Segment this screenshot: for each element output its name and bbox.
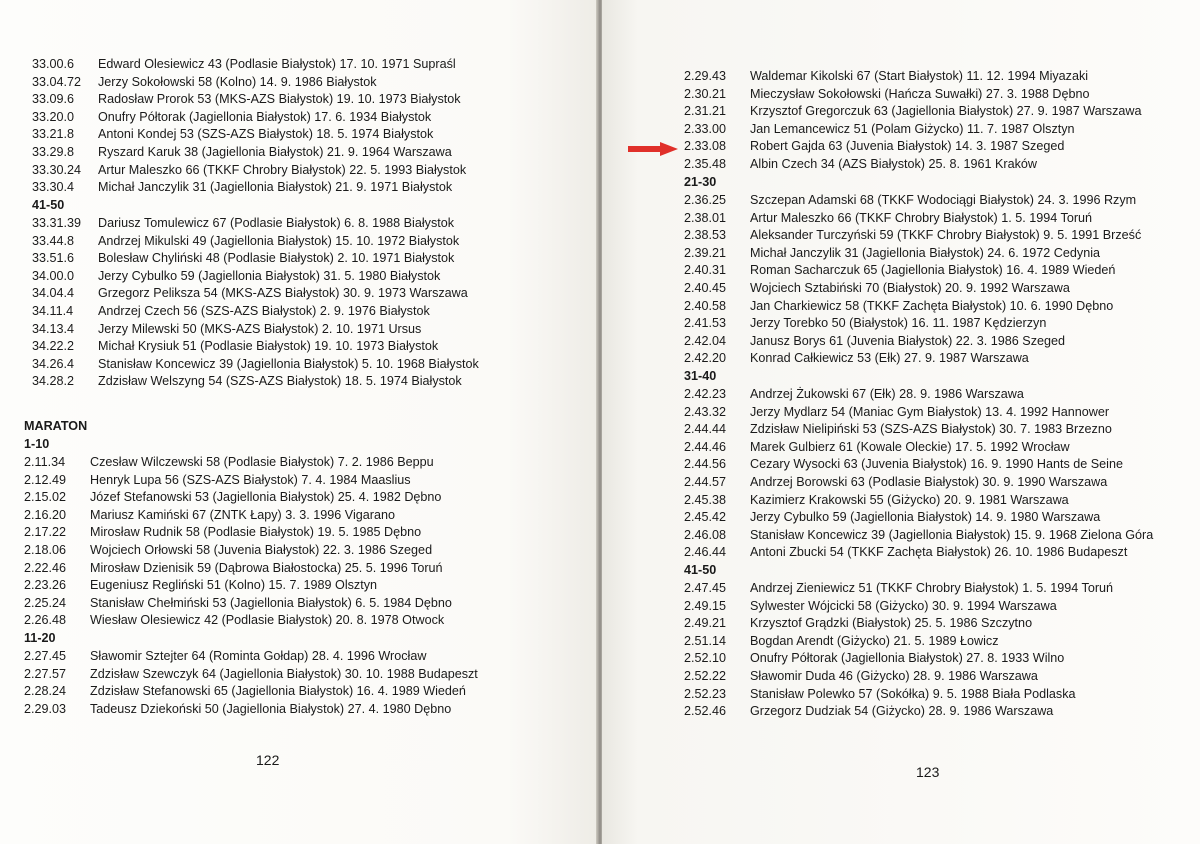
result-entry: Michał Janczylik 31 (Jagiellonia Białystok) 24. 6. 1972 Cedynia bbox=[750, 245, 1101, 260]
right-31-40-list bbox=[684, 386, 1153, 562]
result-time: 2.44.56 bbox=[684, 457, 727, 472]
result-time: 2.38.01 bbox=[684, 210, 727, 225]
result-time: 2.51.14 bbox=[684, 633, 727, 648]
result-time: 2.43.32 bbox=[684, 404, 727, 419]
result-row bbox=[24, 648, 478, 666]
result-entry: Radosław Prorok 53 (MKS-AZS Białystok) 19. 10. 1973 Białystok bbox=[98, 92, 461, 107]
result-entry: Stanisław Koncewicz 39 (Jagiellonia Białystok) 15. 9. 1968 Zielona Góra bbox=[750, 527, 1154, 542]
result-entry: Grzegorz Peliksza 54 (MKS-AZS Białystok) 30. 9. 1973 Warszawa bbox=[98, 286, 468, 301]
result-entry: Jan Lemancewicz 51 (Polam Giżycko) 11. 7. 1987 Olsztyn bbox=[750, 121, 1075, 136]
result-time: 2.23.26 bbox=[24, 578, 67, 593]
result-entry: Artur Maleszko 66 (TKKF Chrobry Białystok) 22. 5. 1993 Białystok bbox=[98, 162, 467, 177]
result-time: 2.44.46 bbox=[684, 439, 727, 454]
result-time: 33.20.0 bbox=[32, 109, 75, 124]
result-row bbox=[24, 595, 452, 613]
result-entry: Bolesław Chyliński 48 (Podlasie Białystok) 2. 10. 1971 Białystok bbox=[98, 251, 455, 266]
result-row bbox=[684, 138, 1142, 156]
result-row bbox=[684, 280, 1141, 298]
result-row bbox=[684, 439, 1153, 457]
result-time: 2.38.53 bbox=[684, 228, 727, 243]
result-entry: Henryk Lupa 56 (SZS-AZS Białystok) 7. 4. 1984 Maaslius bbox=[90, 472, 411, 487]
result-row bbox=[684, 544, 1153, 562]
result-entry: Albin Czech 34 (AZS Białystok) 25. 8. 1961 Kraków bbox=[750, 156, 1037, 171]
result-row bbox=[24, 612, 452, 630]
result-time: 2.45.42 bbox=[684, 510, 727, 525]
result-time: 2.44.57 bbox=[684, 474, 727, 489]
result-entry: Andrzej Borowski 63 (Podlasie Białystok) 30. 9. 1990 Warszawa bbox=[750, 474, 1108, 489]
result-entry: Stanisław Chełmiński 53 (Jagiellonia Białystok) 6. 5. 1984 Dębno bbox=[90, 595, 452, 610]
result-entry: Onufry Półtorak (Jagiellonia Białystok) 17. 6. 1934 Białystok bbox=[98, 109, 432, 124]
result-row bbox=[684, 703, 1113, 721]
section-heading-41-50-right: 41-50 bbox=[684, 563, 717, 577]
result-entry: Stanisław Polewko 57 (Sokółka) 9. 5. 1988 Biała Podlaska bbox=[750, 686, 1076, 701]
right-21-30-list bbox=[684, 192, 1141, 368]
result-row bbox=[24, 489, 452, 507]
result-row bbox=[24, 507, 452, 525]
result-time: 34.04.4 bbox=[32, 286, 75, 301]
result-entry: Zdzisław Szewczyk 64 (Jagiellonia Białystok) 30. 10. 1988 Budapeszt bbox=[90, 666, 478, 681]
result-row bbox=[32, 56, 466, 74]
result-row bbox=[24, 472, 452, 490]
result-entry: Robert Gajda 63 (Juvenia Białystok) 14. 3. 1987 Szeged bbox=[750, 139, 1065, 154]
result-entry: Michał Janczylik 31 (Jagiellonia Białystok) 21. 9. 1971 Białystok bbox=[98, 180, 453, 195]
result-entry: Wojciech Sztabiński 70 (Białystok) 20. 9. 1992 Warszawa bbox=[750, 280, 1070, 295]
result-entry: Zdzisław Welszyng 54 (SZS-AZS Białystok) 18. 5. 1974 Białystok bbox=[98, 374, 462, 389]
result-row bbox=[684, 156, 1142, 174]
result-row bbox=[24, 683, 478, 701]
result-row bbox=[32, 91, 466, 109]
result-time: 33.31.39 bbox=[32, 216, 82, 230]
result-time: 2.33.00 bbox=[684, 121, 727, 136]
result-entry: Cezary Wysocki 63 (Juvenia Białystok) 16. 9. 1990 Hants de Seine bbox=[750, 457, 1123, 472]
result-row bbox=[24, 542, 452, 560]
section-heading-41-50-left: 41-50 bbox=[32, 198, 65, 212]
result-time: 2.22.46 bbox=[24, 560, 67, 575]
result-time: 2.49.21 bbox=[684, 616, 727, 631]
result-entry: Konrad Całkiewicz 53 (Ełk) 27. 9. 1987 Warszawa bbox=[750, 351, 1029, 366]
result-row bbox=[684, 615, 1113, 633]
result-row bbox=[32, 109, 466, 127]
page-number-left: 122 bbox=[256, 752, 280, 768]
result-time: 2.33.08 bbox=[684, 139, 727, 154]
result-time: 2.39.21 bbox=[684, 245, 727, 260]
result-row bbox=[32, 285, 479, 303]
result-time: 33.30.24 bbox=[32, 162, 82, 177]
result-row bbox=[684, 598, 1113, 616]
result-time: 2.16.20 bbox=[24, 507, 67, 522]
result-row bbox=[32, 233, 479, 251]
result-entry: Jerzy Cybulko 59 (Jagiellonia Białystok) 14. 9. 1980 Warszawa bbox=[750, 510, 1101, 525]
result-entry: Mirosław Rudnik 58 (Podlasie Białystok) 19. 5. 1985 Dębno bbox=[90, 525, 422, 540]
result-time: 33.00.6 bbox=[32, 57, 75, 71]
result-row bbox=[684, 492, 1153, 510]
result-time: 34.13.4 bbox=[32, 321, 75, 336]
result-row bbox=[684, 456, 1153, 474]
result-time: 2.27.57 bbox=[24, 666, 67, 681]
result-row bbox=[684, 527, 1153, 545]
result-time: 34.11.4 bbox=[32, 303, 74, 318]
result-time: 2.30.21 bbox=[684, 86, 727, 101]
result-row bbox=[684, 386, 1153, 404]
result-row bbox=[32, 356, 479, 374]
result-entry: Roman Sacharczuk 65 (Jagiellonia Białystok) 16. 4. 1989 Wiedeń bbox=[750, 263, 1116, 278]
result-row bbox=[684, 298, 1141, 316]
left-page bbox=[0, 0, 598, 844]
result-entry: Zdzisław Nielipiński 53 (SZS-AZS Białystok) 30. 7. 1983 Brzezno bbox=[750, 422, 1112, 437]
result-row bbox=[684, 192, 1141, 210]
left-11-20-list bbox=[24, 648, 478, 718]
result-time: 2.42.20 bbox=[684, 351, 727, 366]
result-entry: Bogdan Arendt (Giżycko) 21. 5. 1989 Łowicz bbox=[750, 633, 999, 648]
result-row bbox=[32, 215, 479, 233]
result-entry: Jerzy Milewski 50 (MKS-AZS Białystok) 2. 10. 1971 Ursus bbox=[98, 321, 422, 336]
result-entry: Wiesław Olesiewicz 42 (Podlasie Białystok) 20. 8. 1978 Otwock bbox=[90, 613, 445, 628]
result-entry: Marek Gulbierz 61 (Kowale Oleckie) 17. 5. 1992 Wrocław bbox=[750, 439, 1070, 454]
result-time: 33.51.6 bbox=[32, 251, 75, 266]
result-row bbox=[684, 262, 1141, 280]
result-entry: Andrzej Mikulski 49 (Jagiellonia Białystok) 15. 10. 1972 Białystok bbox=[98, 233, 460, 248]
result-row bbox=[32, 162, 466, 180]
result-time: 33.30.4 bbox=[32, 180, 75, 195]
result-row bbox=[32, 179, 466, 197]
result-entry: Kazimierz Krakowski 55 (Giżycko) 20. 9. 1981 Warszawa bbox=[750, 492, 1069, 507]
section-heading-21-30: 21-30 bbox=[684, 175, 717, 189]
result-entry: Sławomir Sztejter 64 (Rominta Gołdap) 28. 4. 1996 Wrocław bbox=[90, 649, 427, 663]
result-time: 2.36.25 bbox=[684, 193, 727, 207]
result-entry: Sławomir Duda 46 (Giżycko) 28. 9. 1986 Warszawa bbox=[750, 668, 1038, 683]
result-row bbox=[684, 421, 1153, 439]
result-row bbox=[684, 650, 1113, 668]
result-entry: Józef Stefanowski 53 (Jagiellonia Białystok) 25. 4. 1982 Dębno bbox=[90, 490, 442, 505]
result-row bbox=[24, 560, 452, 578]
section-heading-1-10: 1-10 bbox=[24, 437, 50, 451]
result-time: 33.29.8 bbox=[32, 144, 75, 159]
result-time: 2.52.23 bbox=[684, 686, 727, 701]
page-number-right: 123 bbox=[916, 764, 940, 780]
heading-maraton: MARATON bbox=[24, 419, 88, 433]
result-entry: Ryszard Karuk 38 (Jagiellonia Białystok) 21. 9. 1964 Warszawa bbox=[98, 144, 452, 159]
result-entry: Dariusz Tomulewicz 67 (Podlasie Białystok) 6. 8. 1988 Białystok bbox=[98, 216, 455, 230]
result-time: 2.28.24 bbox=[24, 684, 67, 699]
result-row bbox=[24, 701, 478, 719]
result-entry: Mieczysław Sokołowski (Hańcza Suwałki) 27. 3. 1988 Dębno bbox=[750, 86, 1090, 101]
result-time: 2.52.10 bbox=[684, 651, 727, 666]
result-row bbox=[24, 524, 452, 542]
result-time: 2.35.48 bbox=[684, 156, 727, 171]
result-entry: Artur Maleszko 66 (TKKF Chrobry Białystok) 1. 5. 1994 Toruń bbox=[750, 210, 1093, 225]
result-entry: Wojciech Orłowski 58 (Juvenia Białystok) 22. 3. 1986 Szeged bbox=[90, 542, 433, 557]
result-time: 33.09.6 bbox=[32, 92, 75, 107]
result-time: 2.47.45 bbox=[684, 581, 727, 595]
result-row bbox=[32, 303, 479, 321]
result-entry: Jerzy Torebko 50 (Białystok) 16. 11. 1987 Kędzierzyn bbox=[750, 316, 1047, 331]
result-time: 2.27.45 bbox=[24, 649, 67, 663]
result-entry: Jerzy Mydlarz 54 (Maniac Gym Białystok) 13. 4. 1992 Hannower bbox=[750, 404, 1110, 419]
result-row bbox=[32, 144, 466, 162]
result-time: 2.15.02 bbox=[24, 490, 67, 505]
result-time: 2.29.43 bbox=[684, 69, 727, 83]
result-row bbox=[684, 404, 1153, 422]
result-entry: Szczepan Adamski 68 (TKKF Wodociągi Białystok) 24. 3. 1996 Rzym bbox=[750, 193, 1137, 207]
result-row bbox=[684, 686, 1113, 704]
result-row bbox=[684, 227, 1141, 245]
result-entry: Mariusz Kamiński 67 (ZNTK Łapy) 3. 3. 1996 Vigarano bbox=[90, 507, 395, 522]
result-entry: Jerzy Cybulko 59 (Jagiellonia Białystok) 31. 5. 1980 Białystok bbox=[98, 268, 441, 283]
result-time: 2.42.23 bbox=[684, 387, 727, 401]
section-heading-31-40: 31-40 bbox=[684, 369, 717, 383]
result-entry: Andrzej Zieniewicz 51 (TKKF Chrobry Białystok) 1. 5. 1994 Toruń bbox=[750, 581, 1114, 595]
result-time: 2.41.53 bbox=[684, 316, 727, 331]
right-top-list bbox=[684, 68, 1142, 174]
right-page bbox=[602, 0, 1200, 844]
result-row bbox=[684, 121, 1142, 139]
result-time: 34.22.2 bbox=[32, 339, 75, 354]
result-time: 2.26.48 bbox=[24, 613, 67, 628]
result-row bbox=[24, 577, 452, 595]
result-row bbox=[684, 633, 1113, 651]
result-row bbox=[32, 126, 466, 144]
result-time: 2.52.46 bbox=[684, 704, 727, 719]
result-entry: Jan Charkiewicz 58 (TKKF Zachęta Białystok) 10. 6. 1990 Dębno bbox=[750, 298, 1114, 313]
result-time: 33.21.8 bbox=[32, 127, 75, 142]
result-entry: Antoni Kondej 53 (SZS-AZS Białystok) 18. 5. 1974 Białystok bbox=[98, 127, 434, 142]
result-entry: Eugeniusz Regliński 51 (Kolno) 15. 7. 1989 Olsztyn bbox=[90, 578, 378, 593]
result-row bbox=[684, 86, 1142, 104]
result-time: 2.46.44 bbox=[684, 545, 727, 560]
result-row bbox=[684, 580, 1113, 598]
result-row bbox=[684, 333, 1141, 351]
result-entry: Edward Olesiewicz 43 (Podlasie Białystok) 17. 10. 1971 Supraśl bbox=[98, 57, 456, 71]
result-row bbox=[32, 74, 466, 92]
result-row bbox=[684, 474, 1153, 492]
result-entry: Waldemar Kikolski 67 (Start Białystok) 11. 12. 1994 Miyazaki bbox=[750, 69, 1089, 83]
result-time: 2.29.03 bbox=[24, 701, 67, 716]
result-entry: Sylwester Wójcicki 58 (Giżycko) 30. 9. 1994 Warszawa bbox=[750, 598, 1057, 613]
result-row bbox=[24, 454, 452, 472]
result-time: 2.49.15 bbox=[684, 598, 727, 613]
result-entry: Andrzej Czech 56 (SZS-AZS Białystok) 2. 9. 1976 Białystok bbox=[98, 303, 430, 318]
result-time: 2.25.24 bbox=[24, 595, 67, 610]
result-row bbox=[24, 666, 478, 684]
left-top-list bbox=[32, 56, 466, 197]
section-heading-11-20: 11-20 bbox=[24, 631, 56, 645]
result-entry: Mirosław Dzienisik 59 (Dąbrowa Białostocka) 25. 5. 1996 Toruń bbox=[90, 560, 443, 575]
result-entry: Czesław Wilczewski 58 (Podlasie Białystok) 7. 2. 1986 Beppu bbox=[90, 455, 434, 469]
result-time: 34.26.4 bbox=[32, 356, 75, 371]
result-row bbox=[32, 268, 479, 286]
result-row bbox=[684, 509, 1153, 527]
result-row bbox=[684, 668, 1113, 686]
result-row bbox=[32, 321, 479, 339]
result-time: 2.46.08 bbox=[684, 527, 727, 542]
result-entry: Krzysztof Gregorczuk 63 (Jagiellonia Białystok) 27. 9. 1987 Warszawa bbox=[750, 104, 1142, 119]
result-time: 34.28.2 bbox=[32, 374, 75, 389]
result-time: 2.40.58 bbox=[684, 298, 727, 313]
result-time: 2.12.49 bbox=[24, 472, 67, 487]
result-entry: Michał Krysiuk 51 (Podlasie Białystok) 19. 10. 1973 Białystok bbox=[98, 339, 439, 354]
result-row bbox=[684, 210, 1141, 228]
result-entry: Antoni Zbucki 54 (TKKF Zachęta Białystok) 26. 10. 1986 Budapeszt bbox=[750, 545, 1128, 560]
result-entry: Grzegorz Dudziak 54 (Giżycko) 28. 9. 1986 Warszawa bbox=[750, 704, 1054, 719]
result-entry: Andrzej Żukowski 67 (Ełk) 28. 9. 1986 Warszawa bbox=[750, 387, 1024, 401]
result-time: 2.52.22 bbox=[684, 668, 727, 683]
result-row bbox=[684, 103, 1142, 121]
result-row bbox=[32, 250, 479, 268]
left-41-50-list bbox=[32, 215, 479, 391]
result-time: 2.40.31 bbox=[684, 263, 727, 278]
result-time: 2.18.06 bbox=[24, 542, 67, 557]
left-1-10-list bbox=[24, 454, 452, 630]
result-time: 2.31.21 bbox=[684, 104, 727, 119]
result-entry: Aleksander Turczyński 59 (TKKF Chrobry Białystok) 9. 5. 1991 Brześć bbox=[750, 228, 1142, 243]
result-entry: Onufry Półtorak (Jagiellonia Białystok) 27. 8. 1933 Wilno bbox=[750, 651, 1065, 666]
result-row bbox=[684, 68, 1142, 86]
result-row bbox=[684, 350, 1141, 368]
result-entry: Jerzy Sokołowski 58 (Kolno) 14. 9. 1986 Białystok bbox=[98, 74, 377, 89]
right-41-50-list bbox=[684, 580, 1113, 721]
result-entry: Tadeusz Dziekoński 50 (Jagiellonia Białystok) 27. 4. 1980 Dębno bbox=[90, 701, 452, 716]
result-time: 2.45.38 bbox=[684, 492, 727, 507]
result-row bbox=[32, 373, 479, 391]
result-entry: Janusz Borys 61 (Juvenia Białystok) 22. 3. 1986 Szeged bbox=[750, 333, 1066, 348]
result-time: 2.17.22 bbox=[24, 525, 67, 540]
result-row bbox=[684, 245, 1141, 263]
red-arrow-icon bbox=[628, 142, 678, 156]
result-time: 2.44.44 bbox=[684, 422, 727, 437]
result-time: 34.00.0 bbox=[32, 268, 75, 283]
result-row bbox=[32, 338, 479, 356]
result-time: 2.42.04 bbox=[684, 333, 727, 348]
result-entry: Krzysztof Grądzki (Białystok) 25. 5. 1986 Szczytno bbox=[750, 616, 1033, 631]
result-time: 2.11.34 bbox=[24, 455, 66, 469]
result-time: 33.44.8 bbox=[32, 233, 75, 248]
result-time: 2.40.45 bbox=[684, 280, 727, 295]
result-entry: Zdzisław Stefanowski 65 (Jagiellonia Białystok) 16. 4. 1989 Wiedeń bbox=[90, 684, 466, 699]
result-row bbox=[684, 315, 1141, 333]
result-entry: Stanisław Koncewicz 39 (Jagiellonia Białystok) 5. 10. 1968 Białystok bbox=[98, 356, 479, 371]
result-time: 33.04.72 bbox=[32, 74, 82, 89]
